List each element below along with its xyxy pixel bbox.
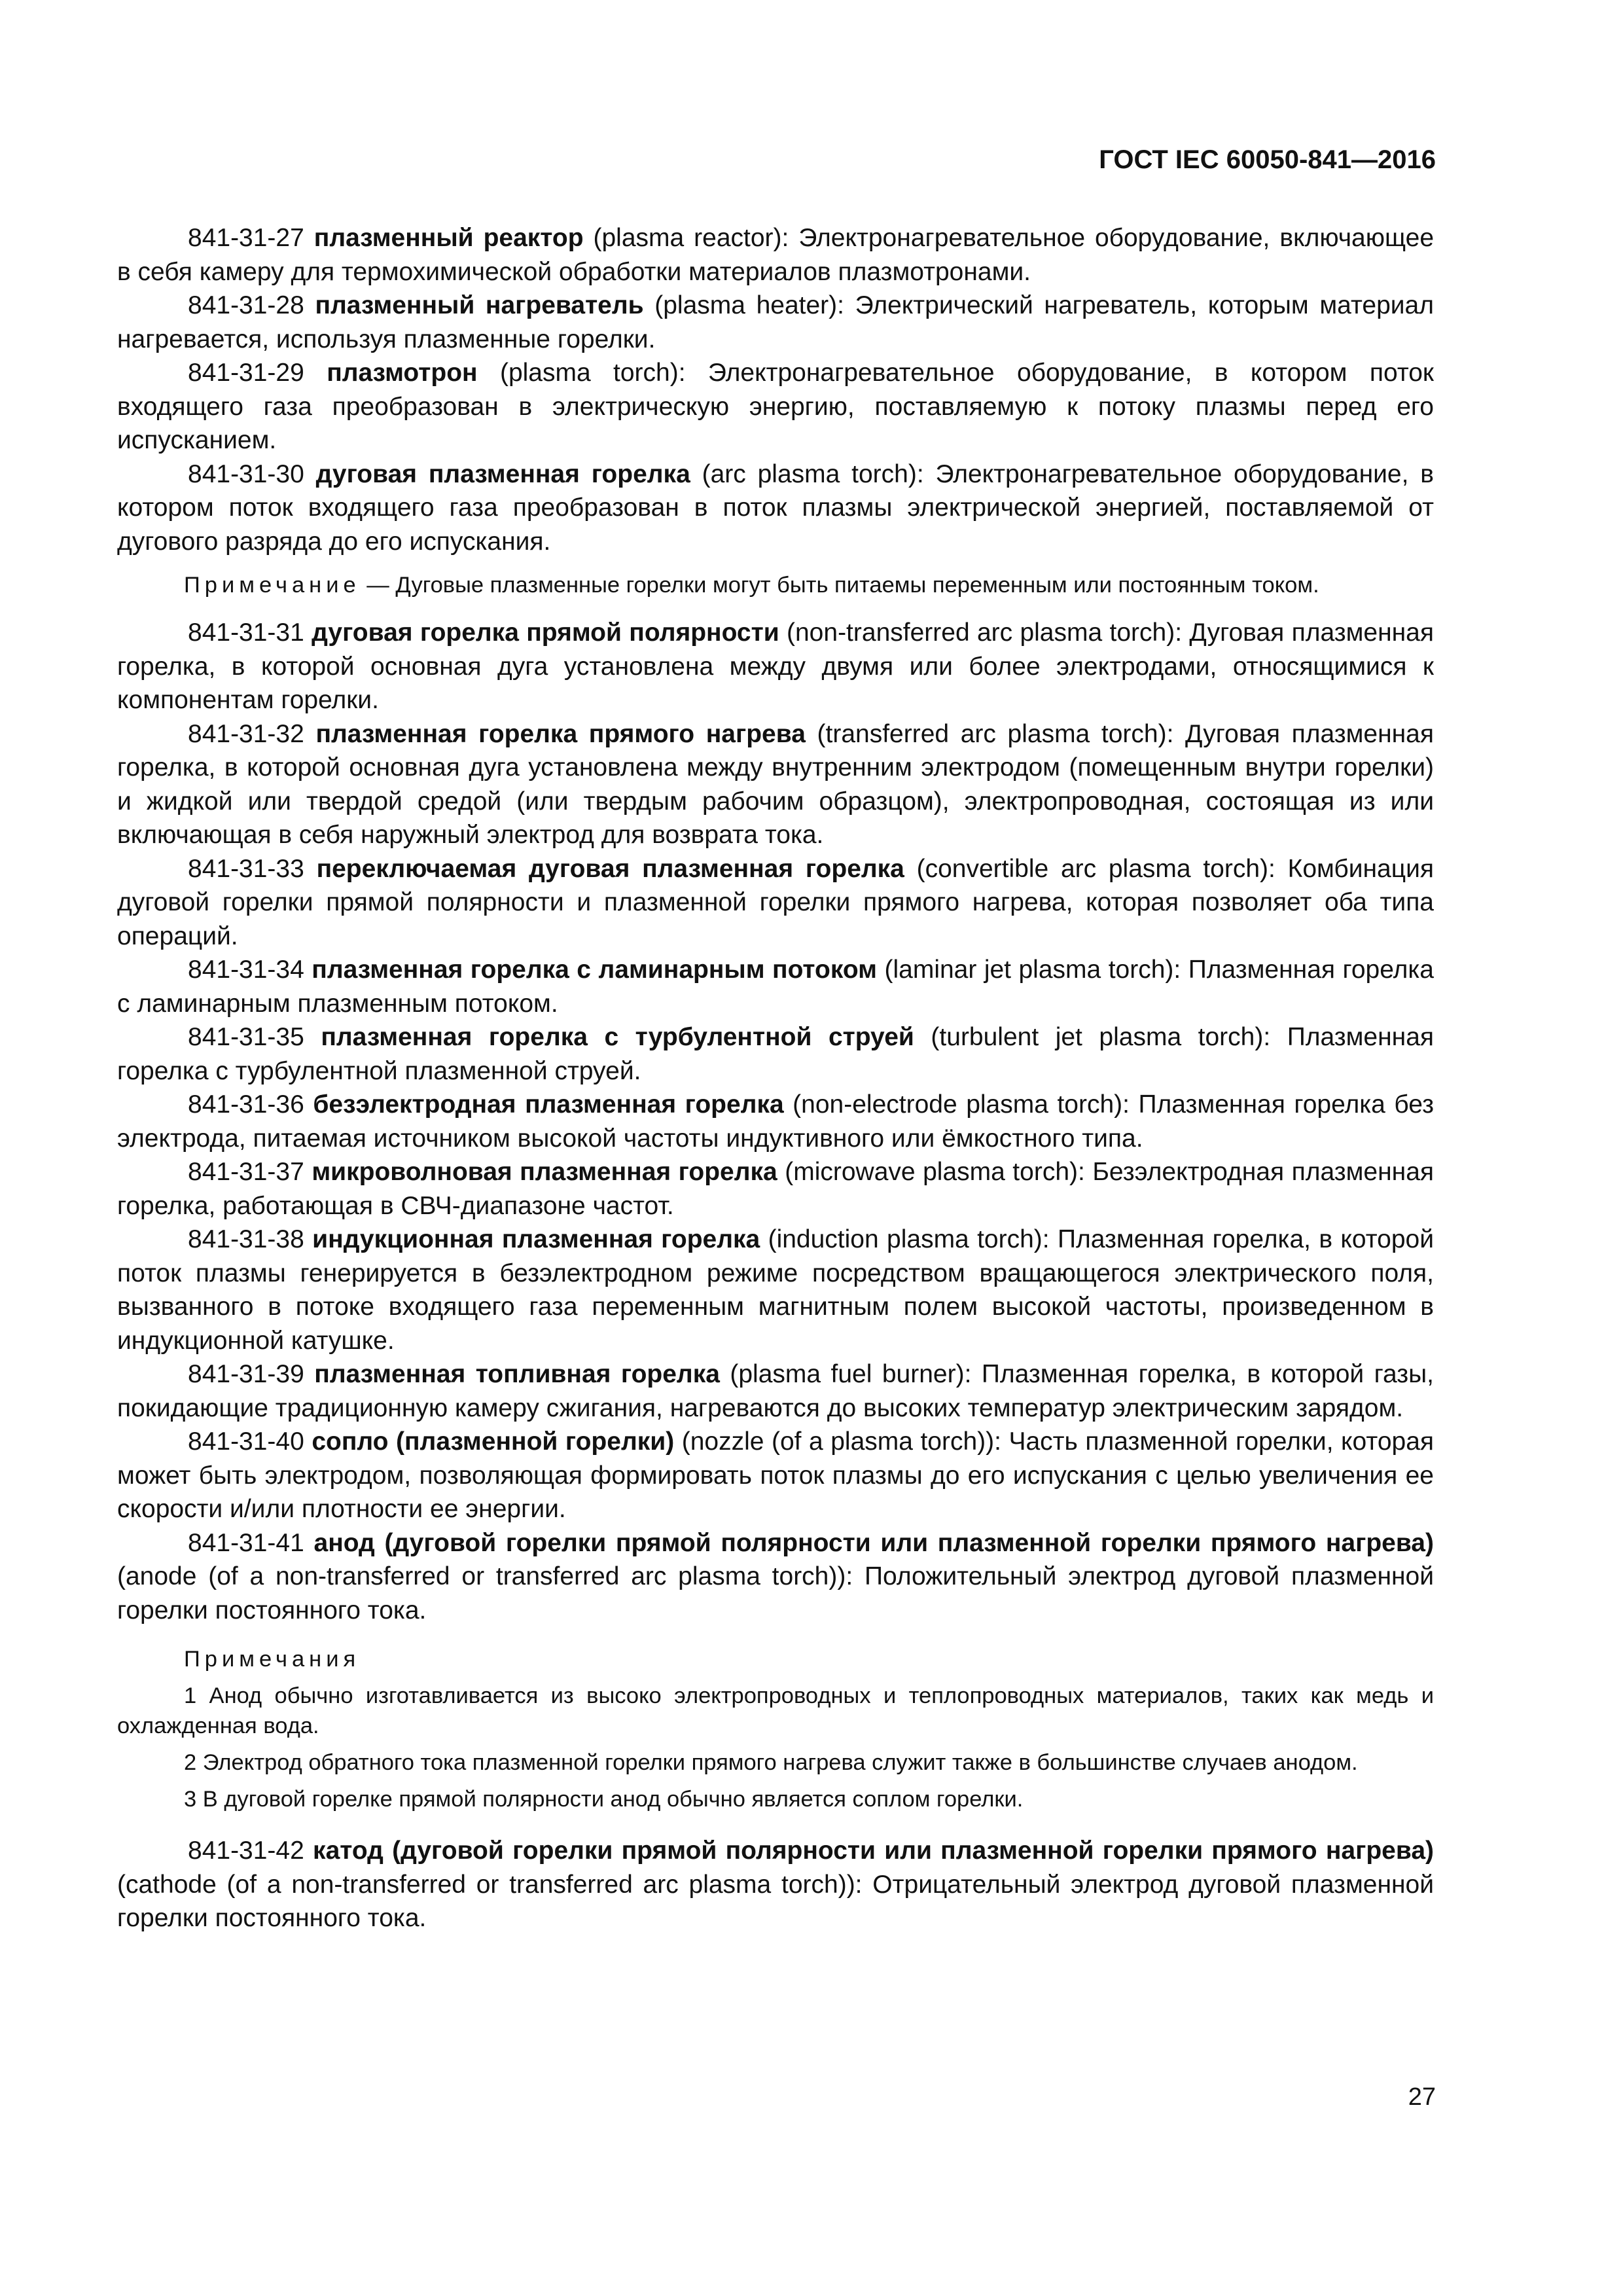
entry-definition: (transferred arc plasma torch): Дуговая плазменная горелка, в которой основная дуга установлена между внутренним электродом (помещенным внутри горелки) и жидкой или твердой средой (или твердым рабочим образцом), электропроводная, состоящая из или включающая в себя наружный электрод для возврата тока. <box>117 719 1434 849</box>
term-entry <box>117 717 1434 852</box>
entry-number: 841-31-29 <box>188 359 304 387</box>
entry-term: индукционная плазменная горелка <box>312 1225 760 1253</box>
document-body <box>117 221 1434 1935</box>
entry-term: плазменный нагреватель <box>315 291 644 319</box>
entry-term: плазменная горелка прямого нагрева <box>315 719 806 748</box>
term-entry <box>117 1223 1434 1357</box>
entry-term: дуговая горелка прямой полярности <box>312 619 779 647</box>
entry-definition: (non-transferred arc plasma torch): Дуговая плазменная горелка, в которой основная дуга установлена между двумя или более электродами, относящимися к компонентам горелки. <box>117 619 1434 714</box>
term-entry <box>117 1357 1434 1425</box>
entry-number: 841-31-35 <box>188 1023 304 1051</box>
entry-number: 841-31-36 <box>188 1090 304 1119</box>
term-entry <box>117 852 1434 954</box>
term-entry <box>117 457 1434 559</box>
note-item: 1 Анод обычно изготавливается из высоко электропроводных и теплопроводных материалов, таких как медь и охлажденная вода. <box>117 1683 1434 1738</box>
entry-term: сопло (плазменной горелки) <box>312 1427 675 1456</box>
term-entry <box>117 1155 1434 1223</box>
entry-term: плазменный реактор <box>313 224 584 252</box>
term-entry <box>117 1088 1434 1155</box>
entry-term: дуговая плазменная горелка <box>315 459 690 488</box>
entry-number: 841-31-39 <box>188 1360 304 1388</box>
entry-definition: (convertible arc plasma torch): Комбинация дуговой горелки прямой полярности и плазменной горелки прямого нагрева, которая позволяет оба типа операций. <box>117 854 1434 950</box>
entry-number: 841-31-37 <box>188 1158 304 1186</box>
entry-definition: (microwave plasma torch): Безэлектродная плазменная горелка, работающая в СВЧ-диапазоне частот. <box>117 1158 1435 1220</box>
entry-term: плазмотрон <box>327 359 478 387</box>
entry-definition: (non-electrode plasma torch): Плазменная горелка без электрода, питаемая источником высокой частоты индуктивного или ёмкостного типа. <box>117 1090 1434 1153</box>
term-entry <box>117 953 1434 1020</box>
document-header: ГОСТ IEC 60050-841—2016 <box>1099 145 1436 174</box>
entry-term: плазменная топливная горелка <box>314 1360 720 1388</box>
term-entry <box>117 1834 1434 1935</box>
entry-term: анод (дуговой горелки прямой полярности или плазменной горелки прямого нагрева) <box>313 1528 1434 1557</box>
entry-definition: (arc plasma torch): Электронагревательное оборудование, в котором поток входящего газа преобразован в поток плазмы электрической энергией, поставляемой от дугового разряда до его испускания. <box>117 459 1434 556</box>
entry-definition: (turbulent jet plasma torch): Плазменная горелка с турбулентной плазменной струей. <box>117 1023 1435 1085</box>
entry-number: 841-31-34 <box>188 956 304 984</box>
entry-number: 841-31-31 <box>188 619 304 647</box>
entry-number: 841-31-41 <box>188 1528 304 1557</box>
term-entry <box>117 356 1434 457</box>
page-number: 27 <box>1408 2083 1436 2111</box>
entry-definition: (plasma heater): Электрический нагреватель, которым материал нагревается, используя плазменные горелки. <box>117 291 1434 353</box>
entry-term: плазменная горелка с ламинарным потоком <box>312 956 878 984</box>
entry-definition: (nozzle (of a plasma torch)): Часть плазменной горелки, которая может быть электродом, позволяющая формировать поток плазмы до его испускания с целью увеличения ее скорости и/или плотности ее энергии. <box>117 1427 1435 1523</box>
note-label: Примечание <box>184 573 361 598</box>
entry-term: плазменная горелка с турбулентной струей <box>321 1023 914 1051</box>
term-entry <box>117 1020 1434 1088</box>
entry-term: переключаемая дуговая плазменная горелка <box>316 854 904 883</box>
note-item: 3 В дуговой горелке прямой полярности анод обычно является соплом горелки. <box>184 1787 1024 1812</box>
entry-number: 841-31-28 <box>188 291 304 319</box>
entry-definition: (anode (of a non-transferred or transferred arc plasma torch)): Положительный электрод дуговой плазменной горелки постоянного тока. <box>117 1562 1434 1624</box>
entry-definition: (cathode (of a non-transferred or transferred arc plasma torch)): Отрицательный электрод дуговой плазменной горелки постоянного тока. <box>117 1870 1434 1932</box>
note-text: — Дуговые плазменные горелки могут быть питаемы переменным или постоянным током. <box>360 573 1319 598</box>
term-entry <box>117 616 1434 717</box>
term-entry <box>117 221 1434 289</box>
entry-number: 841-31-27 <box>188 224 304 252</box>
entry-number: 841-31-40 <box>188 1427 304 1456</box>
term-entry <box>117 1425 1434 1526</box>
term-entry <box>117 1526 1434 1628</box>
entry-term: микроволновая плазменная горелка <box>312 1158 777 1186</box>
entry-definition: (plasma reactor): Электронагревательное оборудование, включающее в себя камеру для термохимической обработки материалов плазмотронами. <box>117 224 1435 286</box>
entry-number: 841-31-32 <box>188 719 304 748</box>
entry-number: 841-31-38 <box>188 1225 304 1253</box>
entry-term: безэлектродная плазменная горелка <box>313 1090 784 1119</box>
entry-definition: (plasma torch): Электронагревательное оборудование, в котором поток входящего газа преобразован в электрическую энергию, поставляемую к потоку плазмы перед его испусканием. <box>117 359 1434 454</box>
note-item: 2 Электрод обратного тока плазменной горелки прямого нагрева служит также в большинстве случаев анодом. <box>184 1750 1358 1775</box>
entry-number: 841-31-33 <box>188 854 304 883</box>
entry-number: 841-31-30 <box>188 459 304 488</box>
term-entry <box>117 289 1434 356</box>
notes-heading: Примечания <box>184 1647 361 1672</box>
entry-term: катод (дуговой горелки прямой полярности или плазменной горелки прямого нагрева) <box>313 1837 1434 1865</box>
entry-number: 841-31-42 <box>188 1837 304 1865</box>
entry-definition: (induction plasma torch): Плазменная горелка, в которой поток плазмы генерируется в безэлектродном режиме посредством вращающегося электрического поля, вызванного в потоке входящего газа переменным магнитным полем высокой частоты, произведенном в индукционной катушке. <box>117 1225 1434 1355</box>
entry-definition: (plasma fuel burner): Плазменная горелка, в которой газы, покидающие традиционную камеру сжигания, нагреваются до высоких температур электрическим зарядом. <box>117 1360 1434 1422</box>
note <box>117 570 1434 600</box>
entry-definition: (laminar jet plasma torch): Плазменная горелка с ламинарным плазменным потоком. <box>117 956 1434 1018</box>
